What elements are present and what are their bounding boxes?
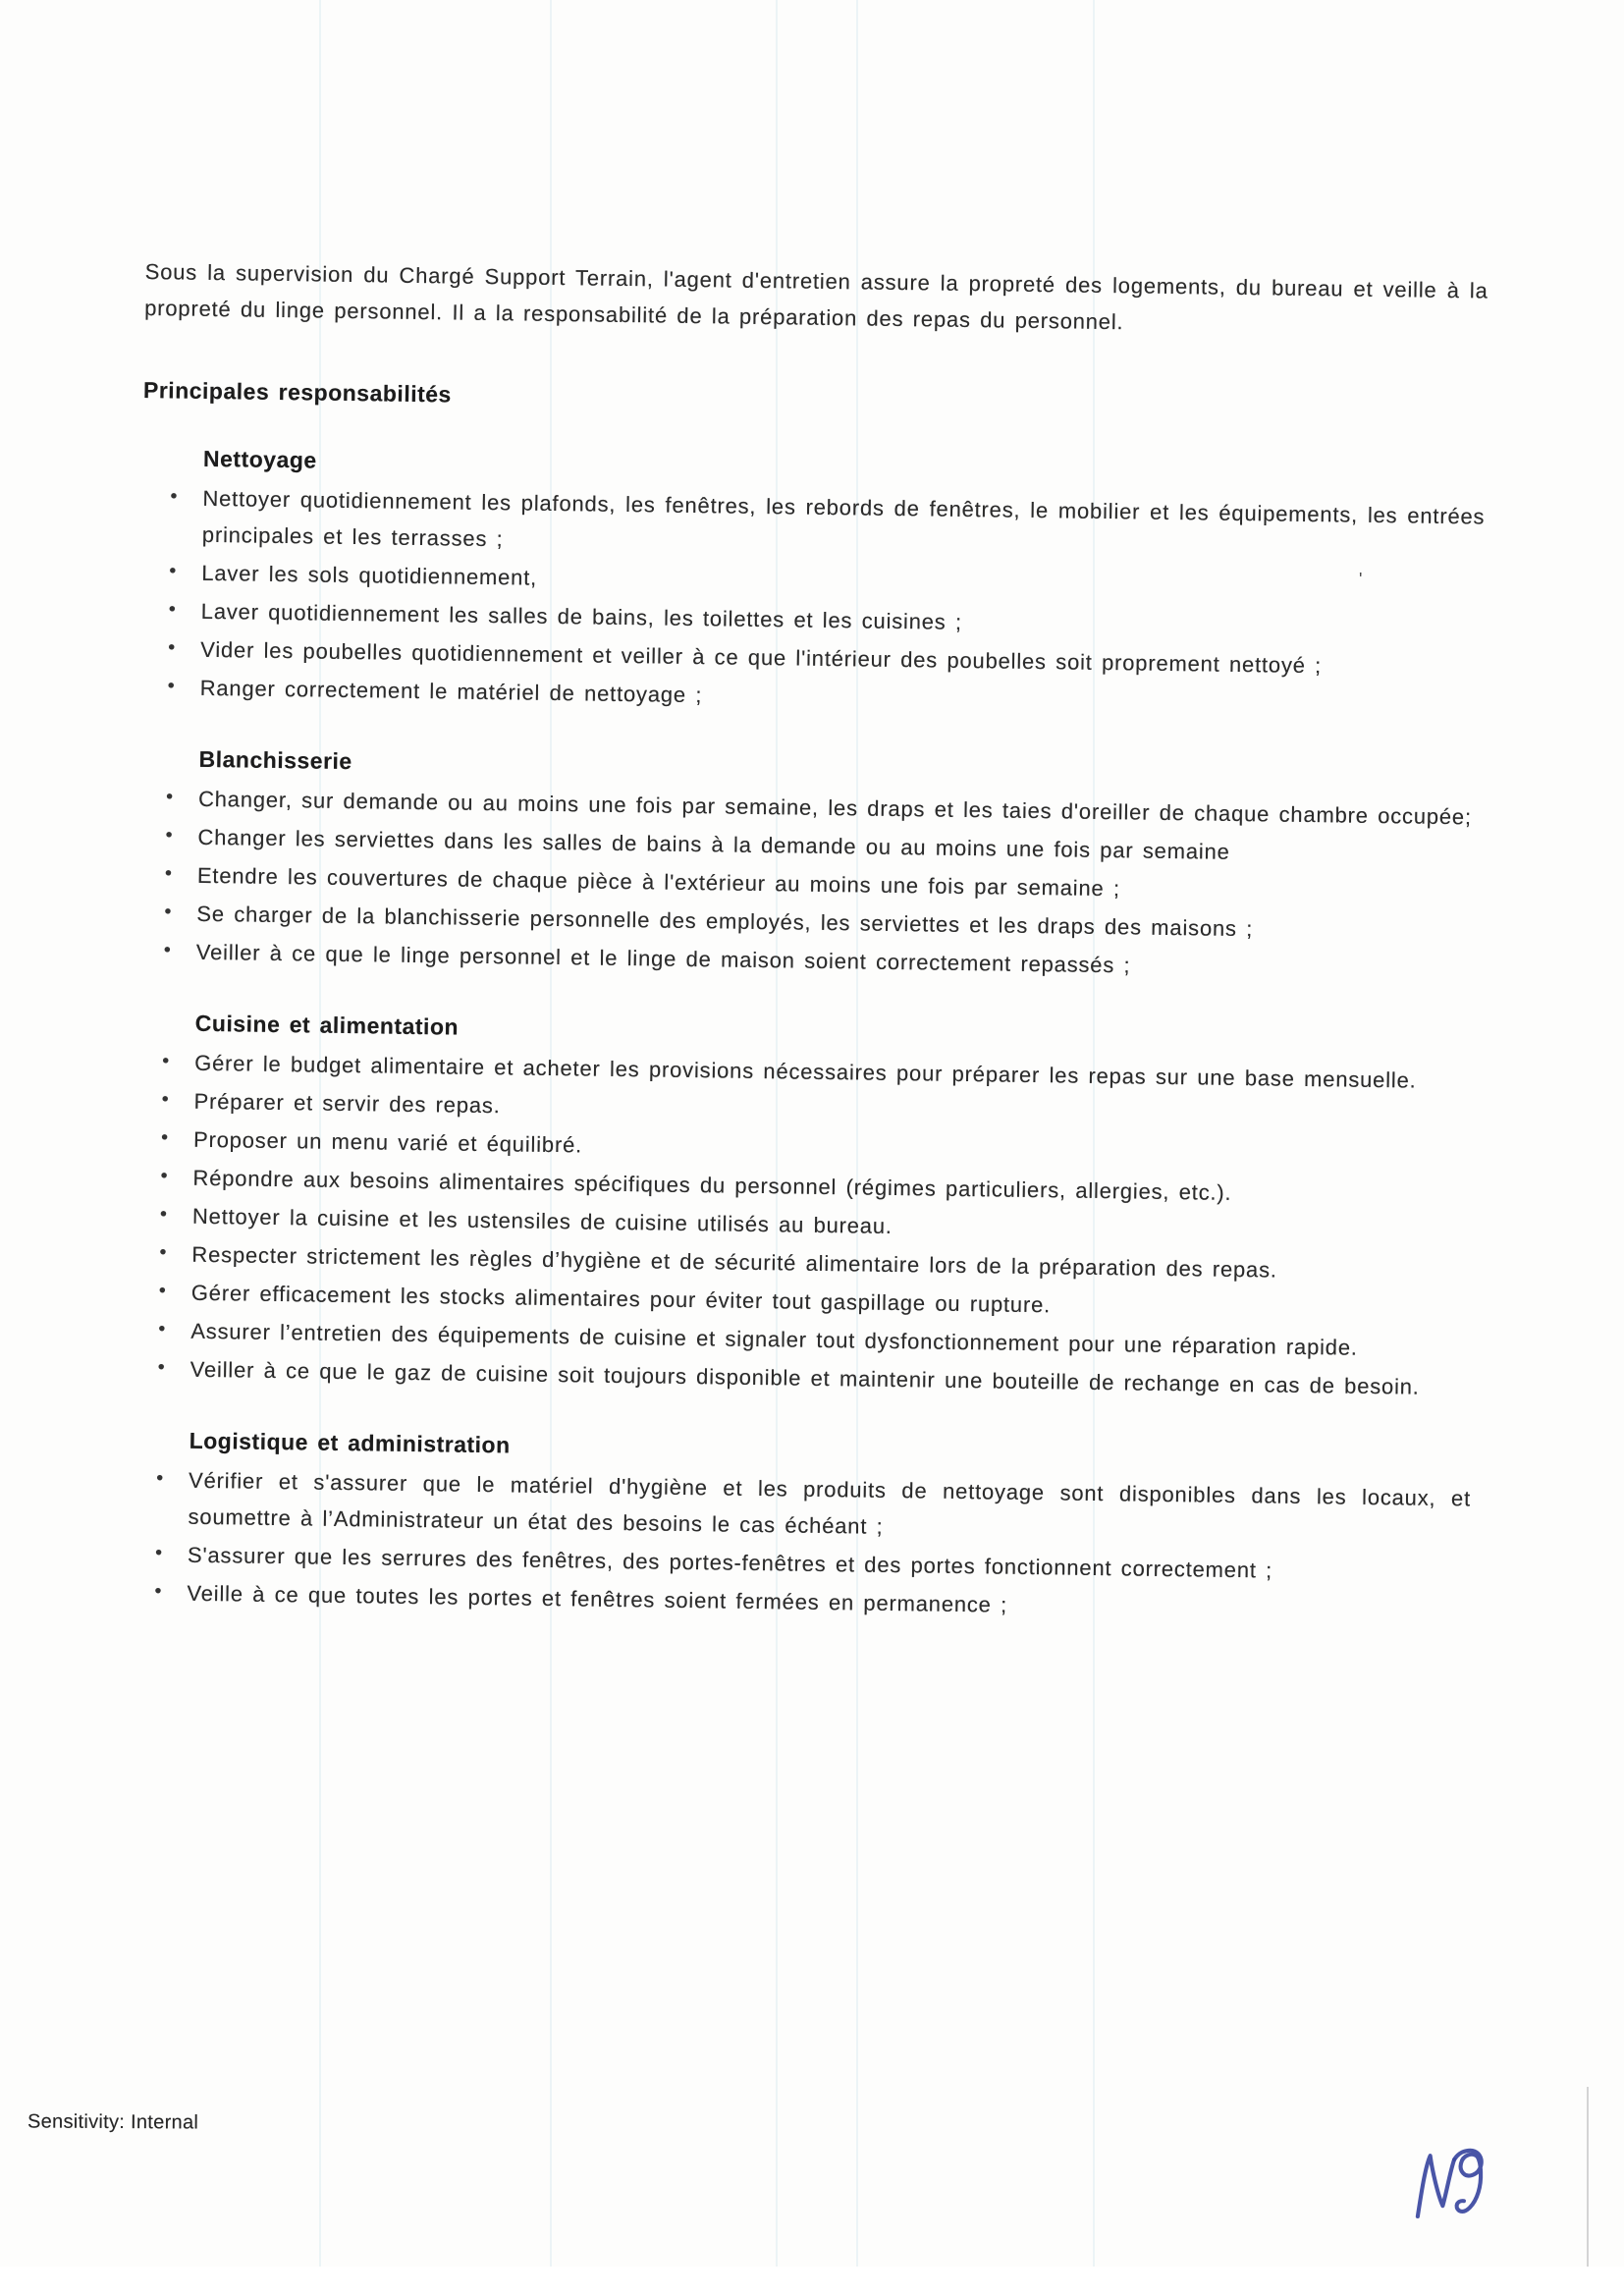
bullet-text: Etendre les couvertures de chaque pièce à l'extérieur au moins une fois par semaine ; [196, 862, 1121, 902]
section-cuisine-alimentation [129, 1007, 1477, 1406]
bullet-text: Proposer un menu varié et équilibré. [192, 1126, 583, 1158]
intro-paragraph: Sous la supervision du Chargé Support Terrain, l'agent d'entretien assure la propreté des logements, du bureau et veille à la propreté du linge personnel. Il a la responsabilité de la préparation des repas du personnel. [144, 258, 1489, 335]
bullet-icon: • [159, 1203, 168, 1226]
main-heading: Principales responsabilités [142, 376, 453, 408]
bullet-icon: • [160, 1165, 169, 1187]
section-blanchisserie [135, 742, 1482, 989]
signature-stroke-m [1418, 2156, 1454, 2216]
bullet-icon: • [168, 636, 177, 659]
bullet-text: Se charger de la blanchisserie personnelle des employés, les serviettes et les draps des maisons ; [196, 901, 1254, 942]
bullet-text: Respecter strictement les règles d’hygiène et de sécurité alimentaire lors de la préparation des repas. [191, 1241, 1277, 1283]
bullet-icon: • [164, 901, 173, 923]
scan-speck: ' [1359, 570, 1363, 589]
bullet-icon: • [157, 1356, 166, 1379]
signature-stroke-loop [1454, 2151, 1482, 2212]
bullet-list [138, 479, 1485, 725]
bullet-text: Préparer et servir des repas. [193, 1088, 501, 1119]
bullet-icon: • [165, 786, 175, 808]
bullet-icon: • [162, 1050, 171, 1072]
bullet-icon: • [168, 598, 177, 621]
signature-initials-icon [1412, 2147, 1508, 2229]
bullet-icon: • [154, 1580, 163, 1603]
bullet-icon: • [163, 939, 172, 961]
section-title: Cuisine et alimentation [194, 1010, 460, 1040]
page-edge-shadow [1587, 2087, 1589, 2271]
bullet-text: Gérer le budget alimentaire et acheter les provisions nécessaires pour préparer les repas sur une base mensuelle. [194, 1050, 1417, 1093]
bullet-text: Changer, sur demande ou au moins une fois par semaine, les draps et les taies d'oreiller de chaque chambre occupée; [197, 786, 1473, 830]
bullet-text: Laver les sols quotidiennement, [201, 560, 538, 590]
bullet-text: Vider les poubelles quotidiennement et veiller à ce que l'intérieur des poubelles soit proprement nettoyé ; [200, 636, 1323, 679]
section-title: Blanchisserie [198, 745, 352, 775]
bullet-text: Nettoyer la cuisine et les ustensiles de cuisine utilisés au bureau. [191, 1203, 893, 1238]
bullet-text: Gérer efficacement les stocks alimentaires pour éviter tout gaspillage ou rupture. [190, 1280, 1052, 1318]
bullet-text: Ranger correctement le matériel de nettoyage ; [199, 675, 703, 708]
bullet-icon: • [160, 1126, 170, 1149]
bullet-text: Nettoyer quotidiennement les plafonds, les fenêtres, les rebords de fenêtres, le mobilier et les équipements, les entrées principales et les terrasses ; [201, 485, 1486, 552]
bullet-icon: • [170, 485, 179, 508]
bullet-list [126, 1461, 1471, 1630]
sensitivity-label: Sensitivity: Internal [27, 2110, 199, 2134]
bullet-icon: • [155, 1467, 165, 1490]
bullet-icon: • [161, 1088, 170, 1111]
bullet-text: S'assurer que les serrures des fenêtres, des portes-fenêtres et des portes fonctionnent correctement ; [187, 1542, 1273, 1583]
bullet-text: Laver quotidiennement les salles de bains, les toilettes et les cuisines ; [200, 598, 963, 634]
bullet-icon: • [158, 1318, 167, 1340]
bullet-text: Vérifier et s'assurer que le matériel d'hygiène et les produits de nettoyage sont disponibles dans les locaux, et soumettre à l’Administrateur un état des besoins le cas échéant ; [188, 1467, 1472, 1539]
bullet-icon: • [159, 1241, 168, 1264]
bullet-icon: • [167, 675, 176, 697]
bullet-text: Assurer l’entretien des équipements de cuisine et signaler tout dysfonctionnement pour une réparation rapide. [190, 1318, 1358, 1360]
section-title: Logistique et administration [189, 1427, 511, 1458]
bullet-icon: • [164, 862, 173, 885]
bullet-text: Veiller à ce que le gaz de cuisine soit toujours disponible et maintenir une bouteille de rechange en cas de besoin. [189, 1356, 1420, 1399]
bullet-icon: • [154, 1542, 164, 1564]
bullet-list [129, 1044, 1477, 1406]
section-title: Nettoyage [202, 445, 317, 473]
bullet-list [135, 780, 1482, 989]
section-nettoyage [138, 442, 1486, 725]
section-logistique-administration [126, 1424, 1472, 1630]
bullet-icon: • [158, 1280, 167, 1302]
bullet-text: Veiller à ce que le linge personnel et le linge de maison soient correctement repassés ; [195, 939, 1131, 978]
scan-bottom-edge [0, 2267, 1624, 2296]
bullet-text: Répondre aux besoins alimentaires spécifiques du personnel (régimes particuliers, allergies, etc.). [192, 1165, 1232, 1205]
document-body [126, 253, 1489, 1631]
bullet-text: Changer les serviettes dans les salles de bains à la demande ou au moins une fois par semaine [197, 824, 1230, 864]
bullet-icon: • [169, 560, 178, 582]
bullet-text: Veille à ce que toutes les portes et fenêtres soient fermées en permanence ; [187, 1580, 1008, 1617]
bullet-icon: • [165, 824, 174, 847]
